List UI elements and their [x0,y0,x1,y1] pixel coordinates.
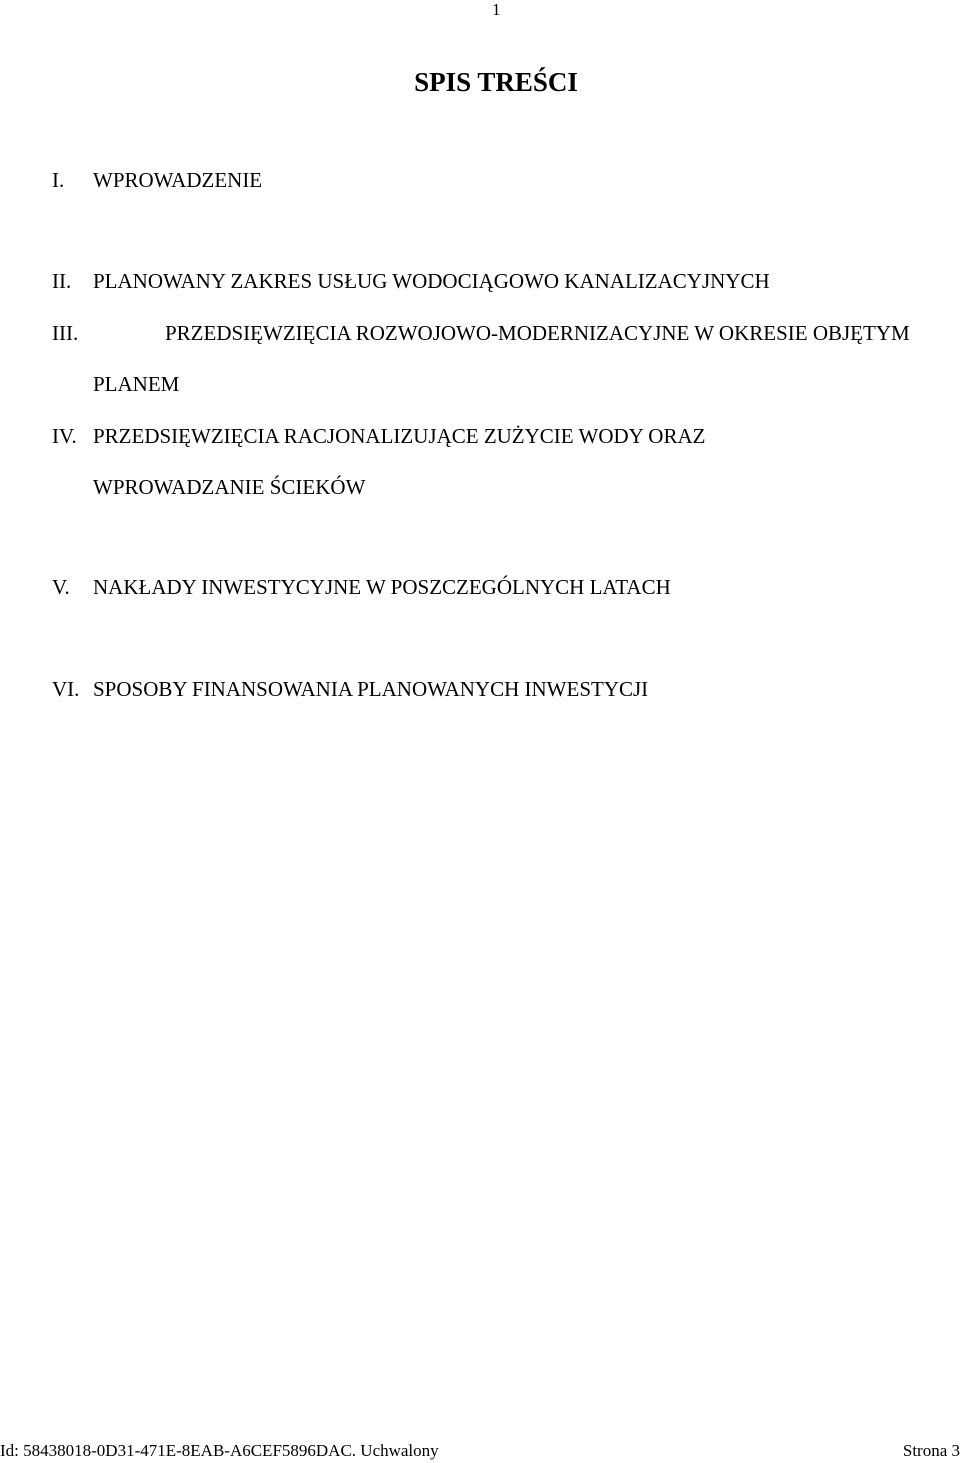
toc-numeral: V. [52,575,70,599]
toc-text: WPROWADZANIE ŚCIEKÓW [93,475,366,499]
toc-numeral: I. [52,168,65,192]
toc-text: WPROWADZENIE [93,168,263,192]
toc-numeral: III. [52,321,79,345]
toc-text: PRZEDSIĘWZIĘCIA ROZWOJOWO-MODERNIZACYJNE W OKRESIE OBJĘTYM [165,321,910,345]
toc-text: PLANEM [93,372,180,396]
page-number: 1 [492,0,501,19]
toc-text: SPOSOBY FINANSOWANIA PLANOWANYCH INWESTYCJI [93,677,649,701]
toc-numeral: II. [52,269,72,293]
page-title: SPIS TREŚCI [414,67,578,97]
toc-text: PRZEDSIĘWZIĘCIA RACJONALIZUJĄCE ZUŻYCIE WODY ORAZ [93,424,706,448]
toc-numeral: IV. [52,424,77,448]
toc-text: NAKŁADY INWESTYCYJNE W POSZCZEGÓLNYCH LATACH [93,575,671,599]
footer-page-label: Strona 3 [902,1441,960,1460]
footer-document-id: Id: 58438018-0D31-471E-8EAB-A6CEF5896DAC. Uchwalony [0,1441,439,1460]
toc-numeral: VI. [52,677,80,701]
toc-text: PLANOWANY ZAKRES USŁUG WODOCIĄGOWO KANALIZACYJNYCH [93,269,770,293]
